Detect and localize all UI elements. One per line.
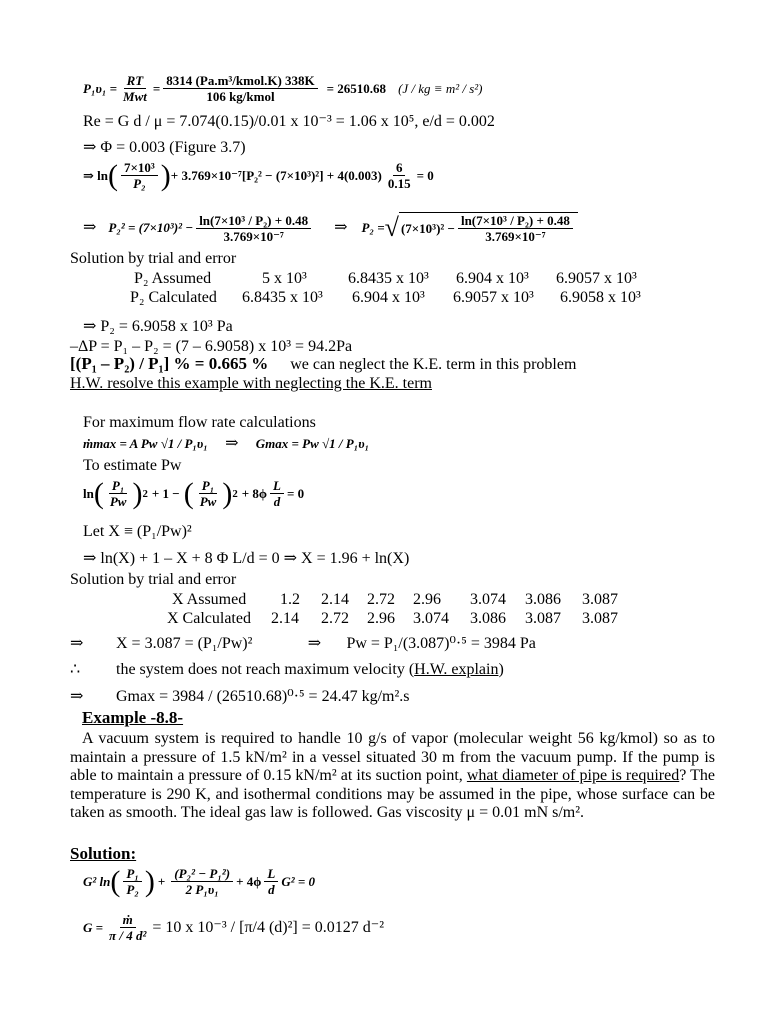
homework-1: H.W. resolve this example with neglecting the K.E. term bbox=[70, 375, 432, 392]
eq-mass-flux: G = $\frac{\text{ṁ}}{\text{π / 4 d²}}$ = 10 x 10⁻³ / [π/4 (d)²] = 0.0127 d⁻² bbox=[83, 912, 385, 943]
trial2-row-calculated: X Calculated 2.14 2.72 2.96 3.074 3.086 3.087 3.087 bbox=[167, 610, 618, 627]
maxflow-eq: ṁmax = A Pw √1 / P₁υ₁ ⇒ Gmax = Pw √1 / P₁υ₁ bbox=[83, 435, 370, 452]
trial1-row-assumed: P₂ Assumed 5 x 10³ 6.8435 x 10³ 6.904 x 10³ 6.9057 x 10³ bbox=[134, 270, 637, 287]
percent-note: we can neglect the K.E. term in this problem bbox=[290, 356, 577, 373]
eq1-frac1: $\frac{RT}{\text{Mwt}}$ bbox=[123, 73, 147, 104]
therefore-line: ∴ the system does not reach maximum velocity (H.W. explain) bbox=[70, 661, 504, 678]
pressure-drop-line: –ΔP = P₁ – P₂ = (7 – 6.9058) x 10³ = 94.2Pa bbox=[70, 338, 353, 355]
phi-line: ⇒ Φ = 0.003 (Figure 3.7) bbox=[83, 139, 246, 156]
maxflow-heading: For maximum flow rate calculations bbox=[83, 414, 316, 431]
example-text: A vacuum system is required to handle 10 g/s of vapor (molecular weight 56 kg/kmol) so as to maintain a pressure of 1.5 kN/m² in a vessel situated 30 m from the vacuum pump. If the pump is able to maintain a pressure of 0.15 kN/m² at its suction point, what diameter of pipe is required? The temperature is 290 K, and isothermal conditions may be assumed in the pipe, whose surface can be taken as smooth. The ideal gas law is followed. Gas viscosity μ = 0.01 mN s/m². bbox=[70, 730, 716, 821]
x-equation: ⇒ ln(X) + 1 – X + 8 Φ L/d = 0 ⇒ X = 1.96 + ln(X) bbox=[83, 550, 410, 567]
let-x: Let X ≡ (P₁/Pw)² bbox=[83, 523, 192, 540]
eq-solution: G² ln ( $\frac{\text{P₁}}{\text{P₂}}$ ) + $\frac{\text{(P₂² − P₁²)}}{\text{2 P₁υ₁}}$ + 4ϕ $\frac{L}{d}$ G² = 0 bbox=[83, 864, 316, 898]
eq-specific-volume: P₁υ₁ = $\frac{RT}{\text{Mwt}}$ = $\frac{\text{8314 (Pa.m³/kmol.K) 338K}}{\text{106 kg/kmol}}$ = 26510.68 (J / kg ≡ m² / s²) bbox=[83, 73, 483, 104]
trial1-row-calculated: P₂ Calculated 6.8435 x 10³ 6.904 x 10³ 6.9057 x 10³ 6.9058 x 10³ bbox=[130, 289, 641, 306]
reynolds-line: Re = G d / μ = 7.074(0.15)/0.01 x 10⁻³ = 1.06 x 10⁵, e/d = 0.002 bbox=[83, 113, 495, 130]
trial2-heading: Solution by trial and error bbox=[70, 571, 237, 588]
percent-bold: [(P₁ – P₂) / P₁] % = 0.665 % bbox=[70, 354, 269, 373]
eq1-units: (J / kg ≡ m² / s²) bbox=[398, 80, 483, 96]
example-title: Example -8.8- bbox=[82, 708, 184, 727]
p2-result: ⇒ P₂ = 6.9058 x 10³ Pa bbox=[83, 318, 233, 335]
eq-ln-p2: ⇒ ln ( $\frac{\text{7×10³}}{\text{P₂}}$ ) + 3.769×10⁻⁷[P₂² − (7×10³)²] + 4(0.003) $\frac{6}{0.15}$ = 0 bbox=[83, 158, 434, 192]
trial1-heading: Solution by trial and error bbox=[70, 250, 237, 267]
percent-line bbox=[70, 355, 576, 374]
x-result: ⇒ X = 3.087 = (P₁/Pw)² ⇒ Pw = P₁/(3.087)⁰·⁵ = 3984 Pa bbox=[70, 635, 536, 652]
eq-pw: ln ( $\frac{\text{P₁}}{Pw}$ ) 2 + 1 − ( $\frac{\text{P₁}}{Pw}$ ) 2 + 8ϕ $\frac{L}{d}$ = 0 bbox=[83, 476, 305, 510]
trial2-row-assumed: X Assumed 1.2 2.14 2.72 2.96 3.074 3.086 3.087 bbox=[172, 591, 618, 608]
eq1-frac2: $\frac{\text{8314 (Pa.m³/kmol.K) 338K}}{\text{106 kg/kmol}}$ bbox=[163, 73, 317, 104]
gmax-line: ⇒ Gmax = 3984 / (26510.68)⁰·⁵ = 24.47 kg/m².s bbox=[70, 688, 410, 705]
solution-title: Solution: bbox=[70, 844, 137, 863]
estimate-pw: To estimate Pw bbox=[83, 457, 182, 474]
eq1-lhs: P₁υ₁ = bbox=[83, 80, 118, 96]
eq-p2-solve: ⇒ P₂² = (7×10³)² − $\frac{\text{ln(7×10³ / P₂) + 0.48}}{\text{3.769×10⁻⁷}}$ ⇒ P₂ = √ (7×10³)² − $\frac{\text{ln(7×10³ / P₂) + 0.48}}{\text{3.769×10⁻⁷}}$ bbox=[83, 212, 578, 244]
eq1-result: = 26510.68 bbox=[326, 80, 387, 96]
